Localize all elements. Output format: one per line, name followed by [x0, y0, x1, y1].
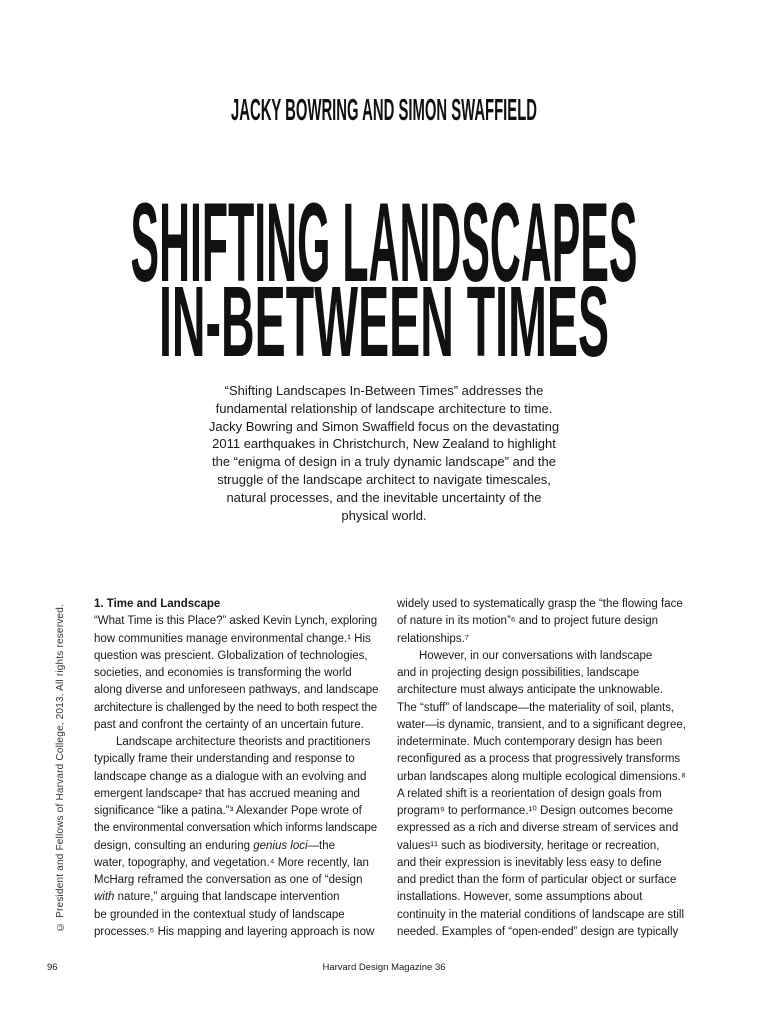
text-segment: question was prescient. Globalization of technologies, — [94, 649, 368, 662]
abstract-line: struggle of the landscape architect to navigate timescales, — [217, 471, 551, 487]
text-segment: expressed as a rich and diverse stream of services and — [397, 822, 679, 835]
text-line — [94, 803, 379, 820]
text-line — [397, 751, 697, 768]
text-segment: landscape change as a dialogue with an evolving and — [94, 770, 367, 783]
abstract-line: 2011 earthquakes in Christchurch, New Zealand to highlight — [212, 436, 556, 452]
text-segment: water—is dynamic, transient, and to a significant degree, — [397, 718, 686, 731]
text-segment: installations. However, some assumptions about — [397, 891, 643, 904]
text-line — [397, 838, 697, 855]
text-line — [397, 665, 697, 682]
text-line — [94, 872, 379, 889]
publication-footer: Harvard Design Magazine 36 — [322, 962, 446, 973]
abstract-line: fundamental relationship of landscape architecture to time. — [215, 400, 553, 416]
text-segment: and their expression is inevitably less easy to define — [397, 856, 662, 869]
text-line — [94, 700, 379, 717]
text-segment: design, consulting an enduring — [94, 839, 254, 852]
article-title-line-1 — [0, 199, 768, 282]
article-title-line-2 — [0, 283, 768, 357]
text-segment: past and confront the certainty of an uncertain future. — [94, 718, 364, 731]
text-segment: the environmental conversation which informs landscape — [94, 822, 377, 835]
text-line — [94, 820, 379, 837]
title-text: SHIFTING LANDSCAPES — [130, 199, 638, 282]
text-line — [397, 734, 697, 751]
text-line — [397, 872, 697, 889]
text-segment: and in projecting design possibilities, landscape — [397, 667, 640, 679]
text-line — [94, 613, 379, 630]
text-line — [397, 786, 697, 803]
text-segment: However, in our conversations with landscape — [419, 649, 653, 662]
italic-segment: genius loci — [253, 839, 308, 852]
text-line — [397, 717, 697, 734]
text-segment: processes.⁵ His mapping and layering approach is now — [94, 925, 375, 938]
page-number: 96 — [47, 962, 58, 973]
text-segment: Landscape architecture theorists and practitioners — [116, 736, 371, 748]
text-segment: A related shift is a reorientation of design goals from — [397, 787, 662, 800]
text-line — [397, 700, 697, 717]
text-line — [94, 907, 379, 924]
text-segment: and predict than the form of particular object or surface — [397, 874, 677, 886]
text-line — [397, 924, 697, 941]
text-line — [94, 889, 379, 906]
text-segment: relationships.⁷ — [397, 632, 469, 645]
text-line — [94, 631, 379, 648]
section-heading: 1. Time and Landscape — [94, 598, 221, 610]
italic-segment: with — [94, 891, 115, 904]
text-segment: be grounded in the contextual study of landscape — [94, 908, 345, 921]
text-segment: —the — [307, 839, 336, 852]
text-line — [94, 751, 379, 768]
text-segment: values¹¹ such as biodiversity, heritage or recreation, — [397, 839, 660, 852]
body-column-left — [94, 596, 379, 941]
copyright-notice: © President and Fellows of Harvard College, 2013. All rights reserved. — [55, 604, 66, 932]
text-segment: widely used to systematically grasp the “the flowing face — [397, 598, 683, 610]
text-line — [397, 820, 697, 837]
abstract-line: Jacky Bowring and Simon Swaffield focus on the devastating — [208, 418, 560, 434]
text-line — [94, 786, 379, 803]
text-segment: urban landscapes along multiple ecological dimensions.⁸ — [397, 770, 686, 783]
text-segment: how communities manage environmental change.¹ His — [94, 632, 371, 645]
abstract-line: physical world. — [341, 507, 427, 523]
text-segment: The “stuff” of landscape—the materiality of soil, plants, — [397, 701, 675, 714]
text-segment: “What Time is this Place?” asked Kevin Lynch, exploring — [94, 615, 378, 628]
body-column-right — [397, 596, 697, 941]
text-line — [397, 803, 697, 820]
text-line — [397, 769, 697, 786]
text-line — [397, 682, 697, 699]
text-line — [397, 613, 697, 630]
text-segment: reconfigured as a process that progressively transforms — [397, 753, 681, 766]
text-line — [94, 682, 379, 699]
text-segment: water, topography, and vegetation.⁴ More recently, Ian — [94, 856, 369, 869]
abstract — [134, 382, 634, 524]
text-segment: significance “like a patina.”³ Alexander Pope wrote of — [94, 805, 362, 817]
text-line — [94, 734, 379, 751]
text-segment: continuity in the material conditions of landscape are still — [397, 908, 685, 921]
text-segment: indeterminate. Much contemporary design has been — [397, 736, 663, 748]
text-segment: of nature in its motion”⁶ and to project future design — [397, 615, 659, 628]
article-author — [0, 96, 768, 122]
text-line — [397, 648, 697, 665]
text-line — [94, 855, 379, 872]
text-segment: needed. Examples of “open-ended” design are typically — [397, 925, 679, 938]
text-line — [397, 596, 697, 613]
text-line — [94, 717, 379, 734]
text-segment: typically frame their understanding and response to — [94, 753, 355, 766]
text-segment: McHarg reframed the conversation as one of “design — [94, 874, 363, 886]
abstract-line: natural processes, and the inevitable uncertainty of the — [226, 489, 542, 505]
text-segment: architecture must always anticipate the unknowable. — [397, 684, 663, 697]
text-segment: societies, and economies is transforming the world — [94, 667, 352, 679]
abstract-line: “Shifting Landscapes In-Between Times” addresses the — [224, 383, 544, 398]
text-segment: along diverse and unforeseen pathways, and landscape — [94, 684, 379, 697]
text-segment: emergent landscape² that has accrued meaning and — [94, 787, 360, 800]
text-line — [397, 907, 697, 924]
text-segment: nature,” arguing that landscape intervention — [114, 891, 340, 904]
text-segment: program⁹ to performance.¹⁰ Design outcomes become — [397, 805, 674, 817]
text-segment: architecture is challenged by the need to both respect the — [94, 701, 377, 714]
text-line — [94, 648, 379, 665]
abstract-line: the “enigma of design in a truly dynamic landscape” and the — [212, 454, 556, 470]
text-line — [94, 838, 379, 855]
title-text: IN-BETWEEN TIMES — [159, 283, 609, 357]
text-line — [397, 855, 697, 872]
text-line — [94, 665, 379, 682]
author-text: JACKY BOWRING AND SIMON SWAFFIELD — [231, 96, 537, 122]
text-line — [94, 769, 379, 786]
text-line — [397, 889, 697, 906]
text-line — [397, 631, 697, 648]
text-line — [94, 924, 379, 941]
